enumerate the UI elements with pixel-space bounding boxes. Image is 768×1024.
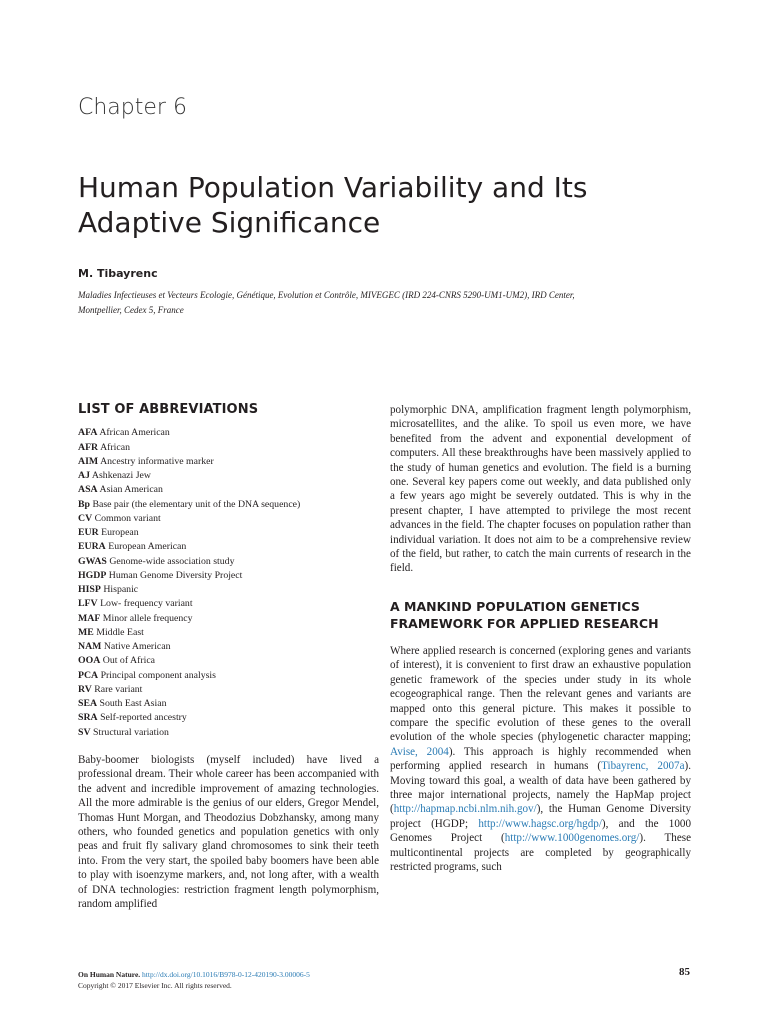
book-title: On Human Nature. xyxy=(78,970,141,979)
citation-link[interactable]: Tibayrenc, 2007a xyxy=(601,760,685,773)
abbreviation-meaning: Structural variation xyxy=(92,726,169,738)
abbreviation-meaning: Common variant xyxy=(94,512,161,524)
citation-link[interactable]: Avise, 2004 xyxy=(390,745,449,758)
abbreviation-meaning: African xyxy=(100,441,130,453)
intro-paragraph-continued: polymorphic DNA, amplification fragment length polymorphism, microsatellites, and the alike. To spoil us even more, we have benefited from the advent and exponential development of computers. All these breakthroughs have been massively applied to the study of human genetics and evolution. The field is a burning one. Several key papers come out weekly, and data published only a few years ago might be severely outdated. This is why in the present chapter, I have attempted to privilege the most recent advances in the field. The chapter focuses on population rather than individual variation. It does not aim to be a comprehensive review of the field, but rather, to catch the main currents of research in the field. xyxy=(390,404,691,575)
abbreviation-code: SEA xyxy=(78,698,98,710)
abbreviations-list xyxy=(78,426,379,740)
abbreviation-row xyxy=(78,455,379,469)
abbreviation-row xyxy=(78,483,379,497)
abbreviation-code: Bp xyxy=(78,498,90,510)
abbreviation-code: CV xyxy=(78,512,93,524)
abbreviation-meaning: Ancestry informative marker xyxy=(100,455,214,467)
abbreviation-row xyxy=(78,540,379,554)
author-name: M. Tibayrenc xyxy=(78,267,158,280)
url-link[interactable]: http://www.1000genomes.org/ xyxy=(504,832,640,845)
abbreviation-meaning: Ashkenazi Jew xyxy=(91,470,151,482)
abbreviation-code: OOA xyxy=(78,655,101,667)
left-column xyxy=(78,403,379,911)
url-link[interactable]: http://hapmap.ncbi.nlm.nih.gov/ xyxy=(393,803,537,816)
abbreviation-row xyxy=(78,498,379,512)
abbreviation-row xyxy=(78,726,379,740)
abbreviation-code: RV xyxy=(78,683,92,695)
abbreviation-row xyxy=(78,711,379,725)
text-run: ). This approach is highly recommended when performing applied research in humans ( xyxy=(390,745,691,773)
title-line: Human Population Variability and Its xyxy=(78,171,588,204)
abbreviation-code: NAM xyxy=(78,641,102,653)
right-column xyxy=(390,403,691,874)
abbreviation-code: AFR xyxy=(78,441,99,453)
text-run: ). Moving toward this goal, a wealth of data have been gathered by three major international projects, namely the HapMap project ( xyxy=(390,760,691,816)
chapter-title xyxy=(78,170,698,240)
abbreviation-row xyxy=(78,583,379,597)
abbreviation-row xyxy=(78,612,379,626)
section-paragraph-block xyxy=(390,644,691,875)
abbreviation-code: ME xyxy=(78,626,94,638)
abbreviation-code: AFA xyxy=(78,427,98,439)
footer-source xyxy=(78,969,690,980)
abbreviation-meaning: Principal component analysis xyxy=(100,669,216,681)
abbreviation-row xyxy=(78,555,379,569)
abbreviation-code: LFV xyxy=(78,598,98,610)
abbreviation-meaning: Base pair (the elementary unit of the DNA sequence) xyxy=(92,498,301,510)
doi-link[interactable]: http://dx.doi.org/10.1016/B978-0-12-420190-3.00006-5 xyxy=(142,970,310,979)
intro-continued-block xyxy=(390,403,691,576)
abbreviation-code: MAF xyxy=(78,612,101,624)
abbreviation-meaning: Human Genome Diversity Project xyxy=(108,569,243,581)
abbreviation-meaning: Middle East xyxy=(96,626,144,638)
abbreviation-code: SRA xyxy=(78,712,98,724)
abbreviation-meaning: South East Asian xyxy=(99,698,167,710)
abbreviation-meaning: Native American xyxy=(103,641,171,653)
abbreviation-meaning: Genome-wide association study xyxy=(109,555,235,567)
title-line: Adaptive Significance xyxy=(78,206,381,239)
text-run: ). These multicontinental projects are completed by geographically restricted programs, such xyxy=(390,832,691,873)
copyright-notice: Copyright © 2017 Elsevier Inc. All rights reserved. xyxy=(78,981,232,990)
chapter-label: Chapter 6 xyxy=(78,95,187,120)
author-affiliation xyxy=(78,288,688,318)
abbreviation-row xyxy=(78,626,379,640)
section-paragraph xyxy=(390,644,691,875)
abbreviation-meaning: European American xyxy=(108,541,187,553)
abbreviation-meaning: European xyxy=(101,527,139,539)
page-number: 85 xyxy=(679,966,690,978)
text-run: ), the Human Genome Diversity project (HGDP; xyxy=(390,803,691,830)
page-footer xyxy=(78,969,690,991)
abbreviation-code: EUR xyxy=(78,527,99,539)
abbreviation-row xyxy=(78,683,379,697)
section-heading-line: A MANKIND POPULATION GENETICS xyxy=(390,598,640,614)
abbreviation-code: GWAS xyxy=(78,555,107,567)
intro-paragraph: Baby-boomer biologists (myself included) have lived a professional dream. Their whole career has been accompanied with the advent and incredible improvement of amazing technologies. All the more admirable is the genius of our elders, Gregor Mendel, Thomas Hunt Morgan, and Theodozius Dobzhansky, among many others, who founded genetics and population genetics with only peas and fruit fly salivary gland chromosomes to sink their teeth into. From the very start, the spoiled baby boomers have been able to play with isoenzyme markers, and, not long after, with a wealth of DNA technologies: restriction fragment length polymorphism, random amplified xyxy=(78,753,379,910)
abbreviation-code: HISP xyxy=(78,584,101,596)
abbreviation-row xyxy=(78,697,379,711)
abbreviation-row xyxy=(78,669,379,683)
section-heading xyxy=(390,598,691,632)
abbreviation-row xyxy=(78,426,379,440)
abbreviation-meaning: Self-reported ancestry xyxy=(100,712,187,724)
abbreviation-code: EURA xyxy=(78,541,106,553)
abbreviation-code: HGDP xyxy=(78,569,107,581)
text-run: Where applied research is concerned (exploring genes and variants of interest), it is convenient to first draw an exhaustive population genetic framework of the species under study in its whole ecogeographical range. Then the relevant genes and variants are mapped onto this general picture. This makes it possible to compare the specific evolution of these genes to the overall evolution of the whole species (phylogenetic character mapping; xyxy=(390,644,691,744)
abbreviation-row xyxy=(78,569,379,583)
section-heading-line: FRAMEWORK FOR APPLIED RESEARCH xyxy=(390,615,659,631)
abbreviation-meaning: Asian American xyxy=(99,484,163,496)
abbreviation-row xyxy=(78,469,379,483)
abbreviation-meaning: Minor allele frequency xyxy=(102,612,193,624)
abbreviation-row xyxy=(78,597,379,611)
url-link[interactable]: http://www.hagsc.org/hgdp/ xyxy=(478,817,602,830)
abbreviation-row xyxy=(78,441,379,455)
abbreviation-meaning: Low- frequency variant xyxy=(100,598,193,610)
intro-paragraph-block xyxy=(78,753,379,911)
abbreviation-meaning: Rare variant xyxy=(94,683,143,695)
abbreviation-code: PCA xyxy=(78,669,99,681)
affiliation-line: Maladies Infectieuses et Vecteurs Ecologie, Génétique, Evolution et Contrôle, MIVEGEC (IRD 224-CNRS 5290-UM1-UM2), IRD Center, xyxy=(78,290,575,300)
affiliation-line: Montpellier, Cedex 5, France xyxy=(78,305,184,315)
abbreviation-code: AIM xyxy=(78,455,99,467)
abbreviation-code: ASA xyxy=(78,484,98,496)
abbreviation-code: AJ xyxy=(78,470,90,482)
abbreviation-row xyxy=(78,640,379,654)
abbreviation-meaning: Out of Africa xyxy=(102,655,156,667)
abbreviation-code: SV xyxy=(78,726,91,738)
abbreviation-meaning: African American xyxy=(99,427,170,439)
abbreviation-row xyxy=(78,654,379,668)
abbreviation-row xyxy=(78,512,379,526)
abbreviation-row xyxy=(78,526,379,540)
abbreviations-heading: LIST OF ABBREVIATIONS xyxy=(78,402,259,417)
text-run: ), and the 1000 Genomes Project ( xyxy=(390,817,691,845)
abbreviation-meaning: Hispanic xyxy=(103,584,139,596)
